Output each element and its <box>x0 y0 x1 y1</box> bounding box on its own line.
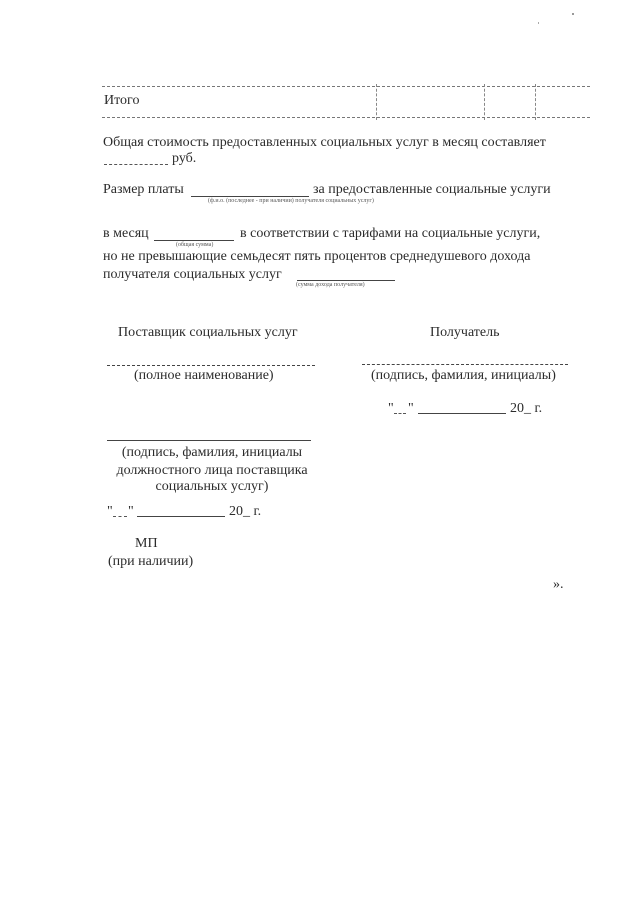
payment-income-hint: (сумма дохода получателя) <box>296 282 365 288</box>
table-col-divider <box>484 84 485 120</box>
recipient-date-quote-close: " <box>408 401 414 416</box>
provider-date-day-blank <box>113 516 127 517</box>
table-col-divider <box>376 84 377 120</box>
provider-name-hint: (полное наименование) <box>134 368 274 383</box>
recipient-date-year: 20_ г. <box>510 401 543 416</box>
scan-speck <box>572 13 574 15</box>
provider-official-hint-1: (подпись, фамилия, инициалы <box>121 445 303 460</box>
closing-mark: ». <box>553 577 564 592</box>
stamp-hint: (при наличии) <box>108 554 194 569</box>
recipient-date-day-blank <box>394 413 406 414</box>
recipient-title: Получатель <box>430 325 500 340</box>
payment-month-prefix: в месяц <box>103 226 149 241</box>
recipient-sign-line <box>362 364 568 365</box>
payment-suffix: за предоставленные социальные услуги <box>313 182 551 197</box>
provider-official-hint-3: социальных услуг) <box>155 479 269 494</box>
table-bottom-border <box>102 117 590 118</box>
total-cost-blank <box>104 164 168 165</box>
payment-income-label: получателя социальных услуг <box>103 267 282 282</box>
payment-limit-text: но не превышающие семьдесят пять процентов среднедушевого дохода <box>103 249 531 264</box>
payment-recipient-hint: (ф.и.о. (последнее - при наличии) получателя социальных услуг) <box>208 198 374 204</box>
table-total-label: Итого <box>104 93 140 108</box>
provider-name-line <box>107 365 315 366</box>
table-top-border <box>102 86 590 87</box>
provider-title: Поставщик социальных услуг <box>118 325 298 340</box>
provider-date-quote-close: " <box>128 504 134 519</box>
provider-date-quote-open: " <box>107 504 113 519</box>
payment-label: Размер платы <box>103 182 184 197</box>
payment-sum-hint: (общая сумма) <box>176 242 214 248</box>
provider-official-hint-2: должностного лица поставщика <box>116 463 308 478</box>
recipient-sign-hint: (подпись, фамилия, инициалы) <box>371 368 556 383</box>
provider-date-month-blank <box>137 516 225 517</box>
payment-income-blank <box>297 280 395 281</box>
recipient-date-month-blank <box>418 413 506 414</box>
recipient-date-quote-open: " <box>388 401 394 416</box>
total-cost-text: Общая стоимость предоставленных социальных услуг в месяц составляет <box>103 135 546 150</box>
stamp-label: МП <box>135 536 158 551</box>
payment-month-suffix: в соответствии с тарифами на социальные услуги, <box>240 226 541 241</box>
total-cost-currency: руб. <box>172 151 197 166</box>
scan-speck <box>538 22 539 24</box>
provider-date-year: 20_ г. <box>229 504 262 519</box>
payment-recipient-blank <box>191 196 309 197</box>
table-col-divider <box>535 84 536 120</box>
payment-sum-blank <box>154 240 234 241</box>
provider-official-sign-line <box>107 440 311 441</box>
